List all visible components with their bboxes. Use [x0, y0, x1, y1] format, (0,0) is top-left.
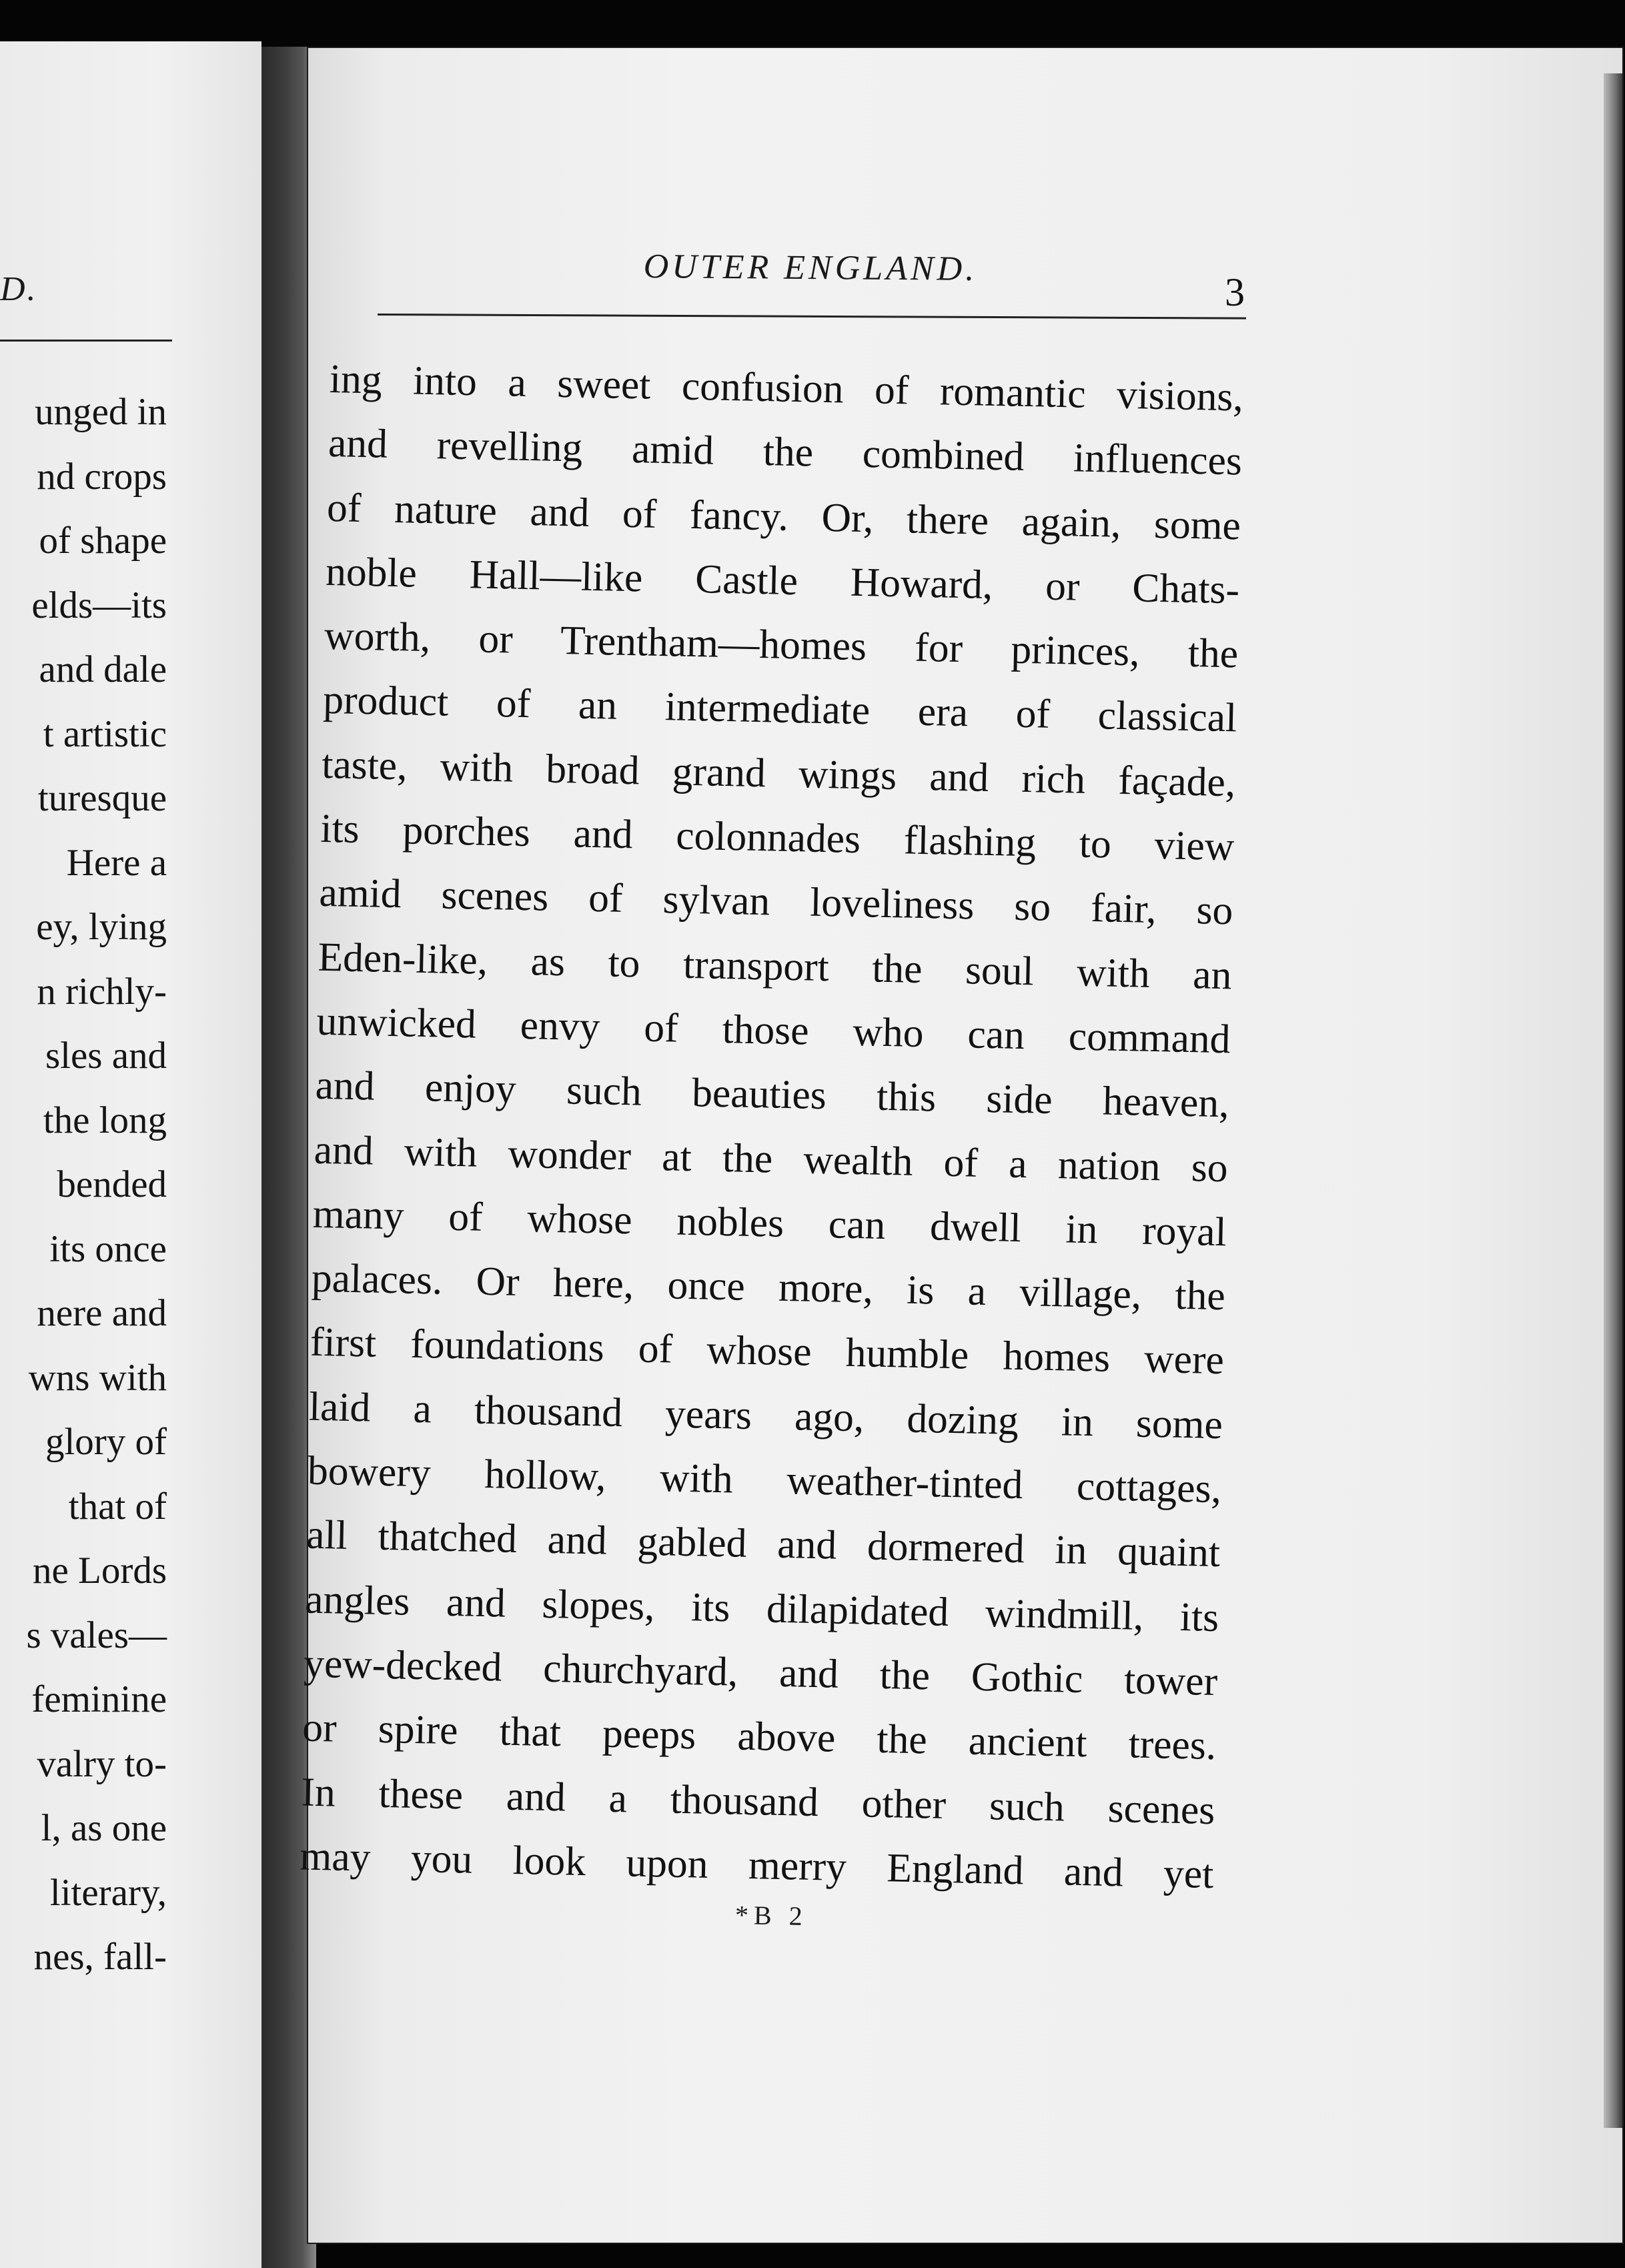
body-text-block — [300, 347, 1244, 1906]
left-text-line: nd crops — [37, 455, 167, 498]
left-text-line: of shape — [39, 520, 167, 562]
left-text-line: elds—its — [31, 584, 167, 626]
left-text-line: the long — [43, 1099, 167, 1141]
left-text-line: l, as one — [41, 1807, 167, 1849]
body-text-line: worth, or Trentham—homes for princes, the — [324, 613, 1239, 677]
left-text-line: n richly- — [37, 970, 167, 1013]
left-text-line: glory of — [45, 1421, 167, 1463]
page-edge-shadow — [1604, 73, 1622, 2128]
body-text-line: of nature and of fancy. Or, there again, some — [326, 484, 1241, 549]
body-text-line: its porches and colonnades flashing to view — [320, 805, 1235, 870]
left-text-line: that of — [68, 1485, 167, 1528]
body-text-line: palaces. Or here, once more, is a village, the — [311, 1255, 1226, 1319]
left-page — [0, 41, 261, 2268]
left-head-rule — [0, 340, 172, 342]
body-text-line: In these and a thousand other such scenes — [300, 1769, 1215, 1833]
page-number: 3 — [1225, 270, 1245, 314]
body-text-line: angles and slopes, its dilapidated windmill, its — [304, 1576, 1219, 1640]
body-text-line: ing into a sweet confusion of romantic visions, — [329, 356, 1244, 420]
left-text-line: nes, fall- — [33, 1936, 167, 1978]
body-text-line: all thatched and gabled and dormered in quaint — [306, 1512, 1221, 1576]
body-text-line: taste, with broad grand wings and rich façade, — [321, 741, 1236, 806]
left-text-line: ne Lords — [32, 1550, 167, 1592]
body-text-line: may you look upon merry England and yet — [299, 1833, 1214, 1897]
body-text-line: yew-decked churchyard, and the Gothic tower — [303, 1640, 1218, 1705]
left-text-line: ey, lying — [36, 906, 167, 948]
left-text-line: literary, — [49, 1871, 167, 1914]
left-text-line: unged in — [35, 391, 167, 433]
body-text-line: many of whose nobles can dwell in royal — [312, 1191, 1227, 1255]
body-text-line: and with wonder at the wealth of a nation so — [314, 1127, 1229, 1191]
left-text-line: t artistic — [43, 712, 167, 755]
left-text-line: Here a — [66, 841, 167, 884]
left-running-head: D. — [0, 270, 38, 308]
left-text-line: valry to- — [37, 1742, 167, 1785]
left-text-line: and dale — [39, 648, 167, 690]
body-text-line: laid a thousand years ago, dozing in some — [308, 1383, 1223, 1448]
body-text-line: noble Hall—like Castle Howard, or Chats- — [325, 548, 1240, 613]
left-text-line: feminine — [31, 1678, 167, 1720]
body-text-line: Eden-like, as to transport the soul with an — [317, 934, 1233, 998]
body-text-line: and revelling amid the combined influences — [328, 420, 1243, 484]
left-text-line: its once — [49, 1227, 167, 1270]
running-head: OUTER ENGLAND. — [643, 247, 978, 288]
body-text-line: bowery hollow, with weather-tinted cottages, — [307, 1448, 1222, 1512]
body-text-line: or spire that peeps above the ancient trees. — [302, 1704, 1217, 1769]
left-text-line: turesque — [37, 777, 167, 819]
left-text-line: s vales— — [26, 1614, 167, 1656]
body-text-line: and enjoy such beauties this side heaven, — [315, 1063, 1230, 1127]
left-text-line: wns with — [28, 1356, 167, 1399]
left-text-line: sles and — [45, 1035, 167, 1077]
body-text-line: amid scenes of sylvan loveliness so fair, so — [318, 870, 1233, 934]
left-text-line: bended — [57, 1163, 167, 1205]
left-text-block — [0, 380, 167, 1990]
left-text-line: nere and — [37, 1292, 167, 1334]
body-text-line: unwicked envy of those who can command — [316, 998, 1231, 1063]
signature-mark: *B 2 — [734, 1900, 808, 1931]
body-text-line: first foundations of whose humble homes were — [310, 1319, 1225, 1383]
body-text-line: product of an intermediate era of classical — [322, 677, 1237, 741]
